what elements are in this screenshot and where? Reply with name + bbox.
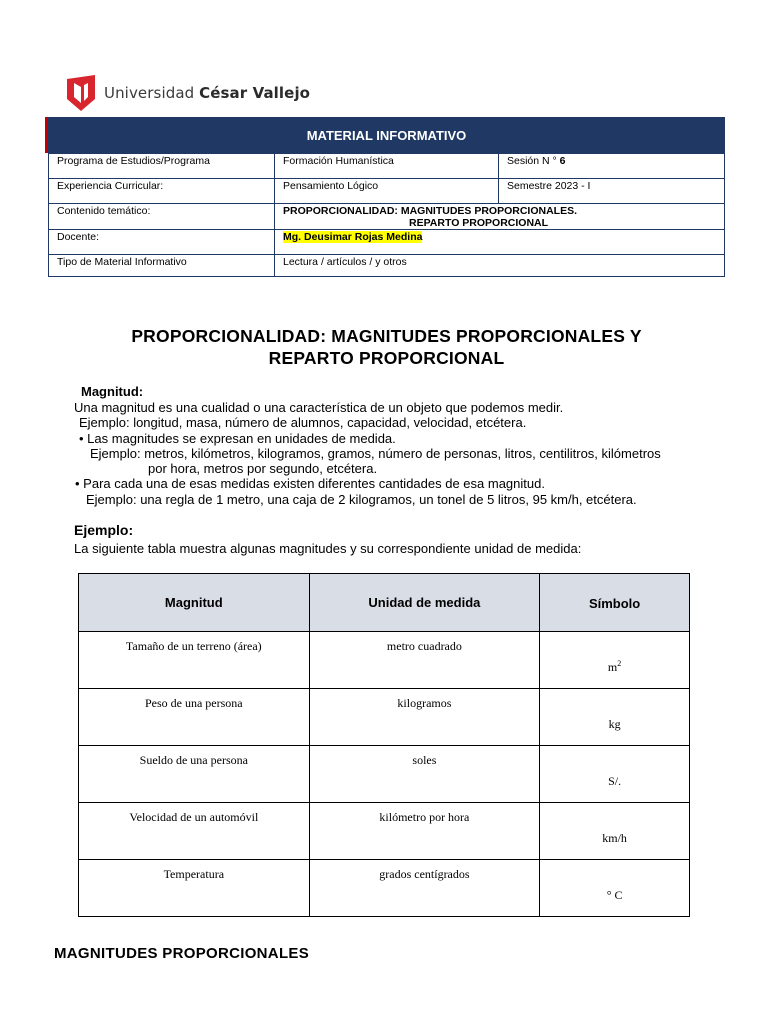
brand-bold: César Vallejo bbox=[199, 84, 311, 102]
symbol-text: m bbox=[607, 660, 618, 674]
brand-regular: Universidad bbox=[104, 84, 195, 102]
university-name bbox=[104, 84, 310, 102]
teacher-label: Docente: bbox=[49, 230, 275, 254]
university-logo bbox=[66, 74, 310, 112]
content-value bbox=[275, 204, 724, 229]
content-label: Contenido temático: bbox=[49, 204, 275, 229]
material-label: Tipo de Material Informativo bbox=[49, 255, 275, 276]
material-value: Lectura / artículos / y otros bbox=[283, 256, 407, 268]
program-label: Programa de Estudios/Programa bbox=[49, 154, 275, 178]
material-title: MATERIAL INFORMATIVO bbox=[49, 118, 724, 153]
session-cell bbox=[499, 154, 724, 178]
info-row-program bbox=[49, 153, 724, 178]
table-row bbox=[79, 860, 690, 917]
cell-magnitud: Velocidad de un automóvil bbox=[79, 803, 310, 860]
cell-magnitud: Temperatura bbox=[79, 860, 310, 917]
title-line-1: PROPORCIONALIDAD: MAGNITUDES PROPORCIONALES Y bbox=[131, 326, 642, 346]
cell-unidad: kilómetro por hora bbox=[309, 803, 540, 860]
magnitud-heading: Magnitud: bbox=[81, 384, 144, 399]
content-line-2: REPARTO PROPORCIONAL bbox=[409, 217, 549, 229]
cell-magnitud: Tamaño de un terreno (área) bbox=[79, 632, 310, 689]
table-row bbox=[79, 803, 690, 860]
magnitud-line-5: por hora, metros por segundo, etcétera. bbox=[148, 461, 378, 476]
course-info-table bbox=[48, 117, 725, 277]
cell-unidad: kilogramos bbox=[309, 689, 540, 746]
table-row bbox=[79, 746, 690, 803]
cell-magnitud: Peso de una persona bbox=[79, 689, 310, 746]
cell-simbolo: km/h bbox=[540, 803, 690, 860]
session-number: 6 bbox=[559, 155, 566, 167]
header-unidad: Unidad de medida bbox=[309, 574, 540, 632]
symbol-superscript: 2 bbox=[617, 659, 622, 668]
cell-unidad: metro cuadrado bbox=[309, 632, 540, 689]
teacher-cell bbox=[275, 230, 724, 254]
magnitud-line-4: Ejemplo: metros, kilómetros, kilogramos, gramos, número de personas, litros, centilitros, kilómetros bbox=[90, 446, 661, 461]
magnitudes-table bbox=[78, 573, 690, 917]
info-row-content bbox=[49, 203, 724, 229]
info-row-course bbox=[49, 178, 724, 203]
ejemplo-heading: Ejemplo: bbox=[74, 522, 134, 538]
cell-unidad: grados centígrados bbox=[309, 860, 540, 917]
magnitud-line-2: Ejemplo: longitud, masa, número de alumnos, capacidad, velocidad, etcétera. bbox=[79, 415, 527, 430]
teacher-name: Mg. Deusimar Rojas Medina bbox=[283, 231, 423, 243]
cell-simbolo: ° C bbox=[540, 860, 690, 917]
cell-simbolo bbox=[540, 632, 690, 689]
session-label: Sesión N ° bbox=[507, 155, 557, 167]
course-value: Pensamiento Lógico bbox=[275, 179, 499, 203]
magnitud-line-3: • Las magnitudes se expresan en unidades de medida. bbox=[79, 431, 396, 446]
table-header-row bbox=[79, 574, 690, 632]
magnitud-line-7: Ejemplo: una regla de 1 metro, una caja de 2 kilogramos, un tonel de 5 litros, 95 km/h, etcétera. bbox=[86, 492, 637, 507]
course-label: Experiencia Curricular: bbox=[49, 179, 275, 203]
ucv-shield-icon bbox=[66, 75, 96, 111]
header-magnitud: Magnitud bbox=[79, 574, 310, 632]
info-row-teacher bbox=[49, 229, 724, 254]
ejemplo-intro: La siguiente tabla muestra algunas magnitudes y su correspondiente unidad de medida: bbox=[74, 541, 582, 556]
info-row-material bbox=[49, 254, 724, 276]
program-value: Formación Humanística bbox=[275, 154, 499, 178]
cell-simbolo: kg bbox=[540, 689, 690, 746]
table-row bbox=[79, 689, 690, 746]
magnitud-line-1: Una magnitud es una cualidad o una característica de un objeto que podemos medir. bbox=[74, 400, 564, 415]
section-heading-magnitudes-proporcionales: MAGNITUDES PROPORCIONALES bbox=[54, 945, 310, 962]
cell-unidad: soles bbox=[309, 746, 540, 803]
cell-simbolo: S/. bbox=[540, 746, 690, 803]
table-row bbox=[79, 632, 690, 689]
semester-value: Semestre 2023 - I bbox=[507, 180, 591, 192]
header-simbolo: Símbolo bbox=[540, 574, 690, 632]
cell-magnitud: Sueldo de una persona bbox=[79, 746, 310, 803]
title-line-2: REPARTO PROPORCIONAL bbox=[268, 348, 505, 368]
document-title bbox=[48, 325, 725, 369]
content-line-1: PROPORCIONALIDAD: MAGNITUDES PROPORCIONALES. bbox=[283, 205, 578, 217]
magnitud-line-6: • Para cada una de esas medidas existen diferentes cantidades de esa magnitud. bbox=[75, 476, 545, 491]
